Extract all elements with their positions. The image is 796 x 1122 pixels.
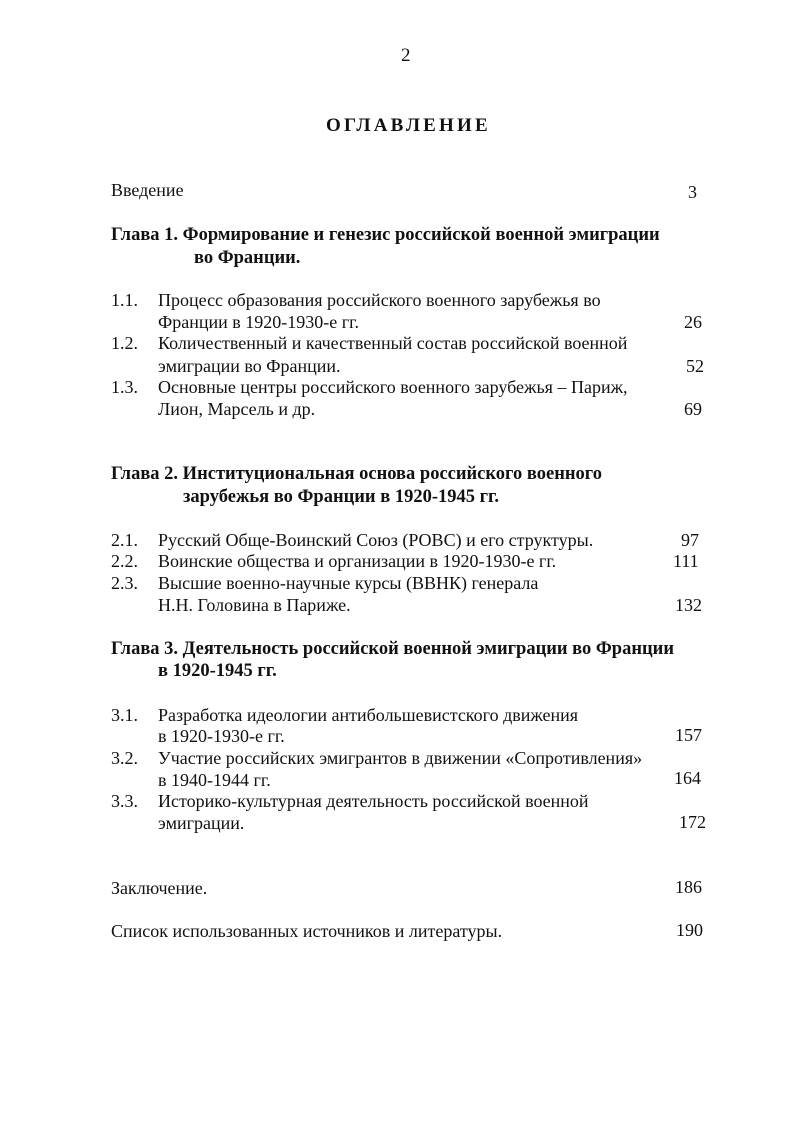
section-title: Историко-культурная деятельность российской военной (158, 791, 589, 811)
chapter-1-heading: Глава 1. Формирование и генезис российской военной эмиграции (111, 225, 660, 245)
section-title: Разработка идеологии антибольшевистского движения (158, 705, 579, 725)
toc-intro-label: Введение (111, 180, 184, 200)
toc-bibliography-page: 190 (676, 920, 703, 940)
chapter-3-heading: Глава 3. Деятельность российской военной эмиграции во Франции (111, 639, 674, 659)
section-title-cont: в 1920-1930-е гг. (158, 726, 285, 746)
section-title: Русский Обще-Воинский Союз (РОВС) и его структуры. (158, 530, 594, 550)
chapter-3-heading-cont: в 1920-1945 гг. (158, 661, 277, 681)
section-page: 111 (673, 551, 699, 571)
section-title: Воинские общества и организации в 1920-1930-е гг. (158, 551, 557, 571)
page-number: 2 (401, 45, 411, 66)
section-num: 2.1. (111, 530, 138, 550)
toc-intro-page: 3 (688, 182, 697, 202)
section-page: 172 (679, 812, 706, 832)
section-num: 1.3. (111, 377, 138, 397)
section-page: 164 (674, 768, 701, 788)
section-title-cont: Франции в 1920-1930-е гг. (158, 312, 359, 332)
chapter-2-heading-cont: зарубежья во Франции в 1920-1945 гг. (183, 487, 499, 507)
section-num: 1.1. (111, 290, 138, 310)
chapter-2-heading: Глава 2. Институциональная основа российского военного (111, 464, 602, 484)
section-title-cont: эмиграции. (158, 813, 245, 833)
section-title: Высшие военно-научные курсы (ВВНК) генерала (158, 573, 539, 593)
section-title-cont: Н.Н. Головина в Париже. (158, 595, 351, 615)
section-title-cont: Лион, Марсель и др. (158, 399, 316, 419)
section-title: Основные центры российского военного зарубежья – Париж, (158, 377, 628, 397)
section-num: 3.3. (111, 791, 138, 811)
section-num: 1.2. (111, 333, 138, 353)
section-num: 3.1. (111, 705, 138, 725)
section-page: 69 (684, 399, 702, 419)
toc-conclusion-label: Заключение. (111, 878, 208, 898)
section-page: 157 (675, 725, 702, 745)
section-num: 2.2. (111, 551, 138, 571)
toc-bibliography-label: Список использованных источников и литературы. (111, 921, 503, 941)
section-num: 3.2. (111, 748, 138, 768)
section-page: 26 (684, 312, 702, 332)
chapter-1-heading-cont: во Франции. (194, 248, 301, 268)
section-title: Процесс образования российского военного зарубежья во (158, 290, 601, 310)
section-page: 52 (686, 356, 704, 376)
toc-title: ОГЛАВЛЕНИЕ (326, 115, 491, 136)
section-title: Количественный и качественный состав российской военной (158, 333, 628, 353)
toc-conclusion-page: 186 (675, 877, 702, 897)
section-num: 2.3. (111, 573, 138, 593)
section-page: 132 (675, 595, 702, 615)
section-title-cont: эмиграции во Франции. (158, 356, 341, 376)
section-title: Участие российских эмигрантов в движении «Сопротивления» (158, 748, 643, 768)
section-title-cont: в 1940-1944 гг. (158, 770, 271, 790)
section-page: 97 (681, 530, 699, 550)
